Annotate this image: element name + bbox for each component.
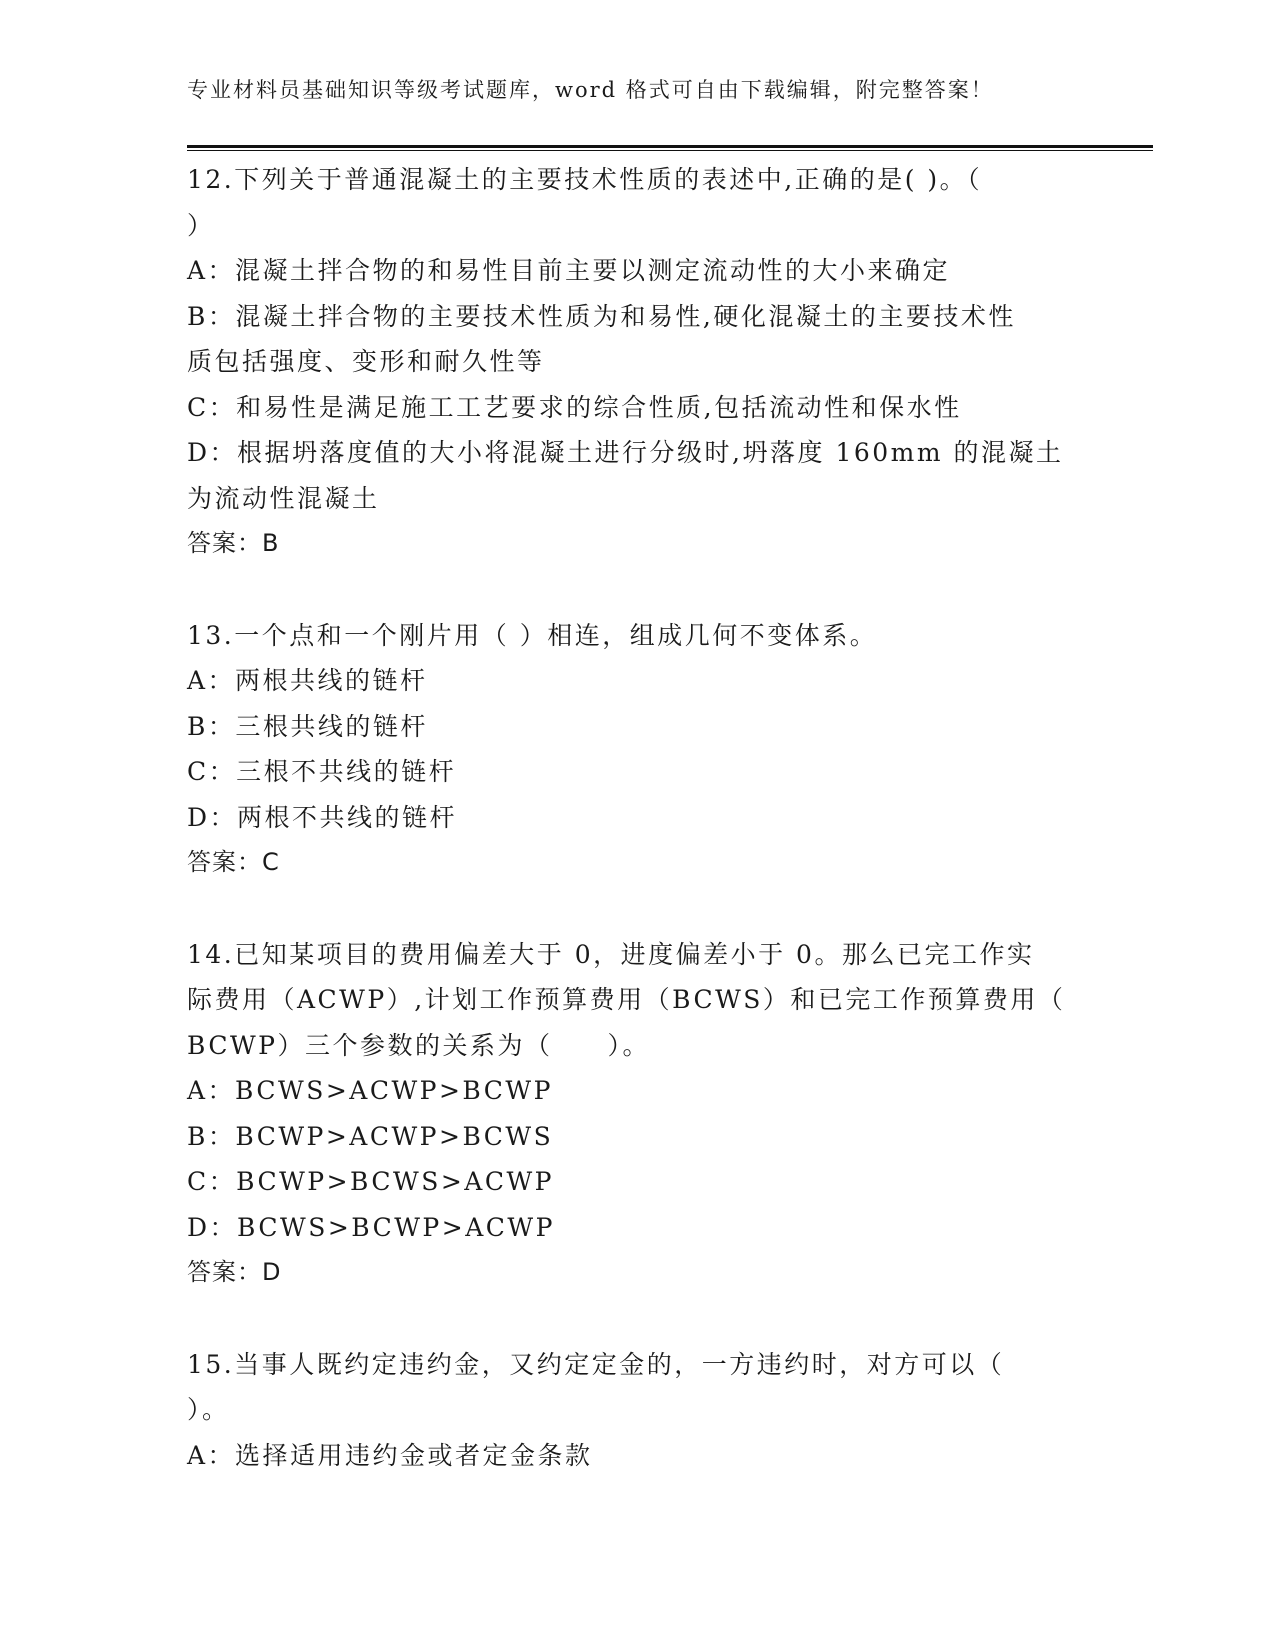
option-d: 为流动性混凝土 — [187, 483, 380, 513]
option-c: C：BCWP>BCWS>ACWP — [187, 1167, 554, 1196]
option-b: B：BCWP>ACWP>BCWS — [187, 1121, 554, 1151]
question-stem: 12.下列关于普通混凝土的主要技术性质的表述中,正确的是( )。（ — [187, 165, 983, 194]
question-list — [187, 157, 1067, 1478]
option-b: B：混凝土拌合物的主要技术性质为和易性,硬化混凝土的主要技术性 — [187, 301, 1016, 331]
option-d: D：BCWS>BCWP>ACWP — [187, 1212, 555, 1242]
header-divider-thin — [187, 150, 1153, 151]
question-12 — [187, 157, 1067, 567]
option-d: D：根据坍落度值的大小将混凝土进行分级时,坍落度 160mm 的混凝土 — [187, 438, 1064, 467]
option-b: 质包括强度、变形和耐久性等 — [187, 347, 545, 376]
answer: 答案：D — [187, 1258, 282, 1286]
answer: 答案：C — [187, 848, 280, 876]
question-stem: ） — [187, 210, 215, 240]
option-a: A：BCWS>ACWP>BCWP — [187, 1076, 553, 1105]
question-13 — [187, 613, 1067, 886]
question-stem: BCWP）三个参数的关系为（ ）。 — [187, 1030, 650, 1060]
question-14 — [187, 932, 1067, 1296]
question-stem: 际费用（ACWP）,计划工作预算费用（BCWS）和已完工作预算费用（ — [187, 985, 1066, 1014]
question-15 — [187, 1342, 1067, 1479]
option-c: C：三根不共线的链杆 — [187, 757, 457, 786]
question-stem: 14.已知某项目的费用偏差大于 0，进度偏差小于 0。那么已完工作实 — [187, 939, 1035, 969]
option-a: A：两根共线的链杆 — [187, 666, 428, 695]
option-d: D：两根不共线的链杆 — [187, 802, 458, 832]
page-header: 专业材料员基础知识等级考试题库，word 格式可自由下载编辑，附完整答案！ — [187, 78, 994, 102]
answer: 答案：B — [187, 529, 280, 557]
option-c: C：和易性是满足施工工艺要求的综合性质,包括流动性和保水性 — [187, 392, 962, 422]
option-b: B：三根共线的链杆 — [187, 711, 428, 741]
question-stem: 15.当事人既约定违约金，又约定定金的，一方违约时，对方可以（ — [187, 1349, 1005, 1379]
question-stem: 13.一个点和一个刚片用（ ）相连，组成几何不变体系。 — [187, 620, 878, 650]
header-divider — [187, 145, 1153, 148]
option-a: A：选择适用违约金或者定金条款 — [187, 1440, 593, 1470]
question-stem: ）。 — [187, 1395, 230, 1424]
option-a: A：混凝土拌合物的和易性目前主要以测定流动性的大小来确定 — [187, 256, 951, 285]
